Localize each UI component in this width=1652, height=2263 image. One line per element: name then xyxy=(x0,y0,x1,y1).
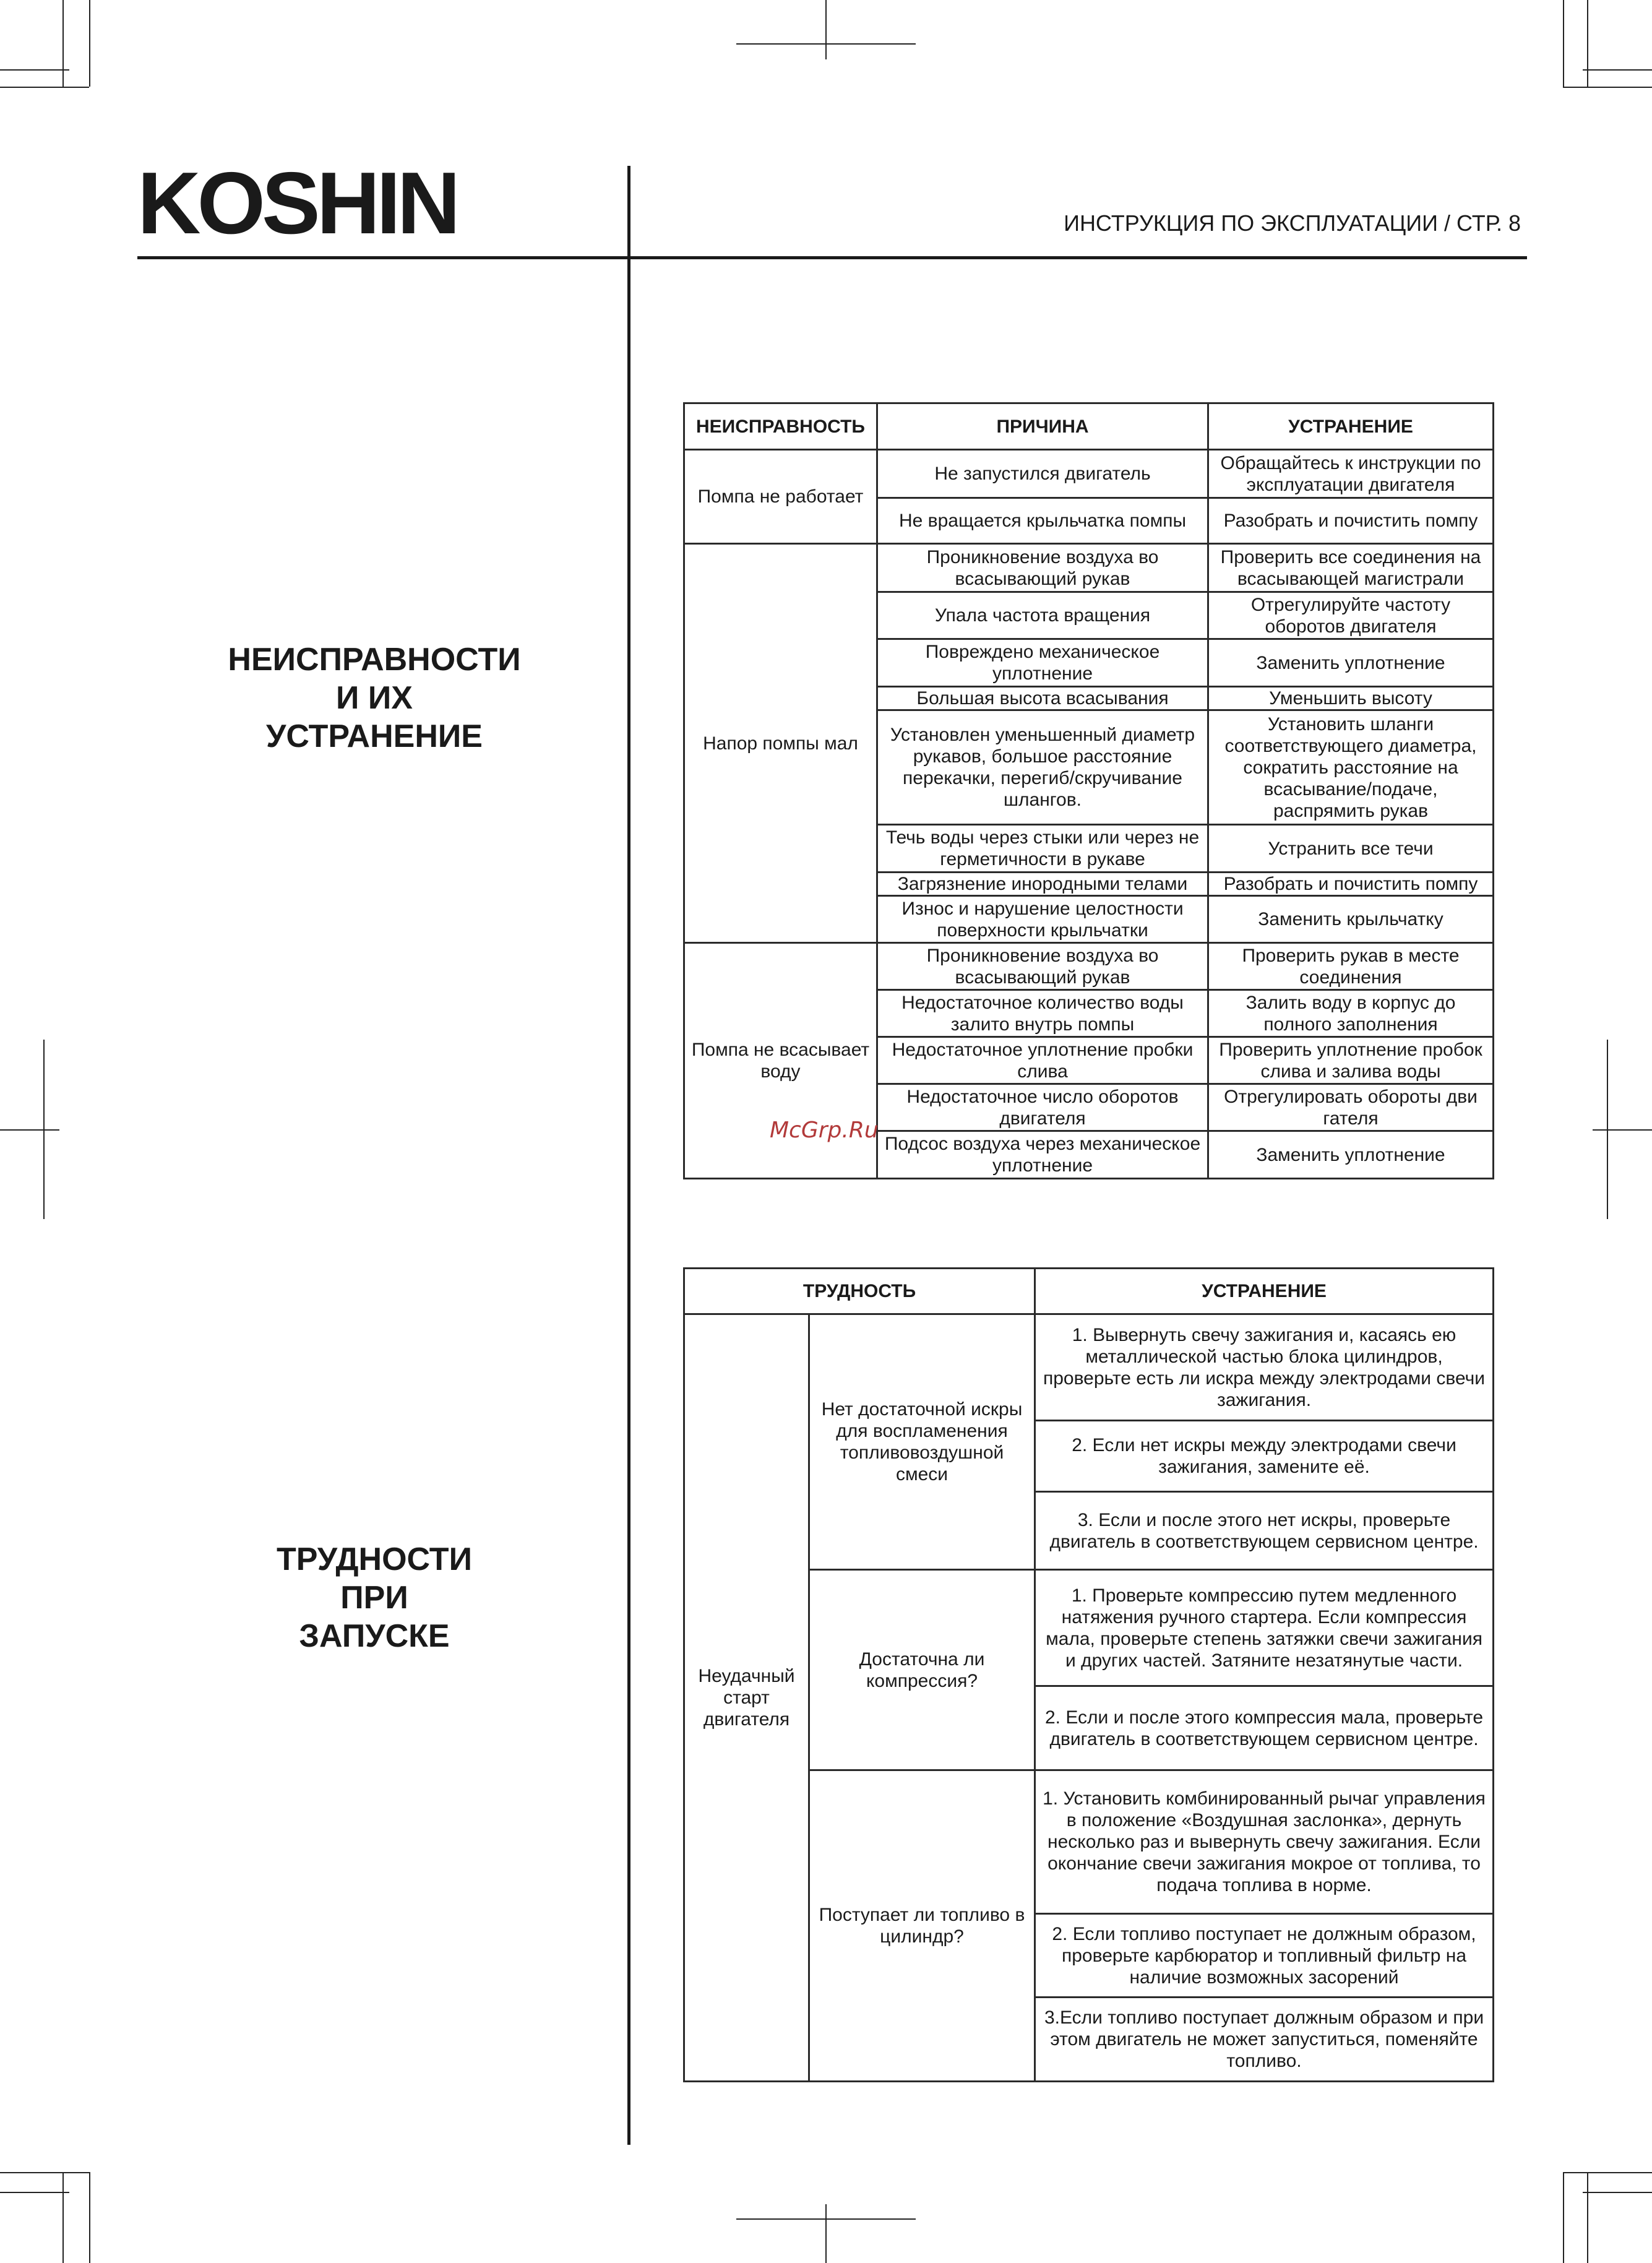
step-cell: 1. Проверьте компрессию путем медленного натяжения ручного стартера. Если компрессия мала, проверьте степень затяжки свечи зажигания и других частей. Затяните незатянутые части. xyxy=(1035,1570,1494,1686)
crop-mark xyxy=(1563,2172,1652,2173)
cause-cell: Большая высота всасывания xyxy=(877,687,1208,710)
cause-cell: Загрязнение инородными телами xyxy=(877,873,1208,896)
crop-mark xyxy=(1563,2172,1564,2263)
crop-mark xyxy=(1587,0,1588,87)
crop-mark xyxy=(825,2204,827,2263)
crop-mark xyxy=(1563,0,1564,87)
crop-mark xyxy=(736,43,916,45)
step-cell: 3.Если топливо поступает должным образом и при этом двигатель не может запуститься, поменяйте топливо. xyxy=(1035,1998,1494,2082)
watermark: McGrp.Ru xyxy=(770,1118,879,1143)
section-title-line: УСТРАНЕНИЕ xyxy=(266,718,483,754)
crop-mark xyxy=(0,2192,69,2193)
problem-cell: Неудачный старт двигателя xyxy=(684,1314,809,2082)
step-cell: 2. Если топливо поступает не должным образом, проверьте карбюратор и топливный фильтр на наличие возможных засорений xyxy=(1035,1914,1494,1998)
crop-mark xyxy=(736,2218,916,2220)
fix-cell: Заменить крыльчатку xyxy=(1208,896,1494,943)
section-title-line: ЗАПУСКЕ xyxy=(299,1618,450,1654)
fault-cell: Напор помпы мал xyxy=(684,544,877,943)
crop-mark xyxy=(1563,87,1652,88)
cause-cell: Не запустился двигатель xyxy=(877,450,1208,498)
cause-cell: Упала частота вращения xyxy=(877,592,1208,639)
fix-cell: Заменить уплотнение xyxy=(1208,639,1494,687)
fix-cell: Заменить уплотнение xyxy=(1208,1131,1494,1179)
faults-table xyxy=(683,402,1494,1179)
fix-cell: Обращайтесь к инструкции по эксплуатации двигателя xyxy=(1208,450,1494,498)
crop-mark xyxy=(0,87,89,88)
fix-cell: Разобрать и почистить помпу xyxy=(1208,873,1494,896)
crop-mark xyxy=(0,1129,59,1131)
cause-cell: Недостаточное уплотнение пробки слива xyxy=(877,1037,1208,1084)
cause-cell: Износ и нарушение целостности поверхности крыльчатки xyxy=(877,896,1208,943)
step-cell: 2. Если и после этого компрессия мала, проверьте двигатель в соответствующем сервисном центре. xyxy=(1035,1686,1494,1770)
crop-mark xyxy=(89,0,90,87)
crop-mark xyxy=(1587,2172,1588,2263)
crop-mark xyxy=(62,2172,64,2263)
section-title-faults xyxy=(186,640,563,756)
fix-cell: Залить воду в корпус до полного заполнения xyxy=(1208,990,1494,1037)
crop-mark xyxy=(89,2172,90,2263)
fix-cell: Уменьшить высоту xyxy=(1208,687,1494,710)
section-title-line: И ИХ xyxy=(336,680,413,716)
check-cell: Достаточна ли компрессия? xyxy=(809,1570,1035,1770)
cause-cell: Подсос воздуха через механическое уплотнение xyxy=(877,1131,1208,1179)
fix-cell: Проверить уплотнение пробок слива и залива воды xyxy=(1208,1037,1494,1084)
fix-cell: Установить шланги соответствующего диаметра, сократить расстояние на всасывание/подаче, распрямить рукав xyxy=(1208,710,1494,825)
table-header: ПРИЧИНА xyxy=(877,403,1208,450)
crop-mark xyxy=(825,0,827,59)
table-header: УСТРАНЕНИЕ xyxy=(1035,1269,1494,1314)
crop-mark xyxy=(0,69,69,71)
cause-cell: Недостаточное количество воды залито внутрь помпы xyxy=(877,990,1208,1037)
start-problems-table xyxy=(683,1267,1494,2082)
page-header-title: ИНСТРУКЦИЯ ПО ЭКСПЛУАТАЦИИ / СТР. 8 xyxy=(1064,210,1521,236)
brand-logo: KOSHIN xyxy=(137,154,457,252)
section-title-line: НЕИСПРАВНОСТИ xyxy=(228,642,521,678)
table-header: УСТРАНЕНИЕ xyxy=(1208,403,1494,450)
section-title-line: ПРИ xyxy=(340,1580,408,1616)
cause-cell: Проникновение воздуха во всасывающий рукав xyxy=(877,943,1208,990)
step-cell: 3. Если и после этого нет искры, проверьте двигатель в соответствующем сервисном центре. xyxy=(1035,1492,1494,1570)
cause-cell: Установлен уменьшенный диаметр рукавов, большое расстояние перекачки, перегиб/скручивание шлангов. xyxy=(877,710,1208,825)
section-title-start xyxy=(186,1540,563,1655)
crop-mark xyxy=(1593,1129,1652,1131)
header-divider xyxy=(137,256,1527,259)
cause-cell: Повреждено механическое уплотнение xyxy=(877,639,1208,687)
fix-cell: Отрегулируйте частоту оборотов двигателя xyxy=(1208,592,1494,639)
step-cell: 2. Если нет искры между электродами свечи зажигания, замените её. xyxy=(1035,1421,1494,1492)
fault-cell: Помпа не работает xyxy=(684,450,877,544)
table-header: НЕИСПРАВНОСТЬ xyxy=(684,403,877,450)
section-title-line: ТРУДНОСТИ xyxy=(277,1541,472,1577)
step-cell: 1. Вывернуть свечу зажигания и, касаясь ею металлической частью блока цилиндров, проверьте есть ли искра между электродами свечи зажигания. xyxy=(1035,1314,1494,1421)
fix-cell: Разобрать и почистить помпу xyxy=(1208,498,1494,544)
cause-cell: Недостаточное число оборотов двигателя xyxy=(877,1084,1208,1131)
crop-mark xyxy=(62,0,64,87)
crop-mark xyxy=(0,2172,89,2173)
step-cell: 1. Установить комбинированный рычаг управления в положение «Воздушная заслонка», дернуть несколько раз и вывернуть свечу зажигания. Если окончание свечи зажигания мокрое от топлива, то подача топлива в норме. xyxy=(1035,1770,1494,1914)
column-divider xyxy=(627,166,630,2145)
check-cell: Нет достаточной искры для воспламенения топливовоздушной смеси xyxy=(809,1314,1035,1570)
cause-cell: Проникновение воздуха во всасывающий рукав xyxy=(877,544,1208,592)
cause-cell: Не вращается крыльчатка помпы xyxy=(877,498,1208,544)
fix-cell: Проверить все соединения на всасывающей магистрали xyxy=(1208,544,1494,592)
crop-mark xyxy=(1583,2192,1652,2193)
check-cell: Поступает ли топливо в цилиндр? xyxy=(809,1770,1035,2082)
cause-cell: Течь воды через стыки или через не герметичности в рукаве xyxy=(877,825,1208,873)
fault-cell: Помпа не всасывает воду xyxy=(684,943,877,1179)
fix-cell: Отрегулировать обороты дви гателя xyxy=(1208,1084,1494,1131)
crop-mark xyxy=(1583,69,1652,71)
fix-cell: Проверить рукав в месте соединения xyxy=(1208,943,1494,990)
table-header: ТРУДНОСТЬ xyxy=(684,1269,1035,1314)
fix-cell: Устранить все течи xyxy=(1208,825,1494,873)
